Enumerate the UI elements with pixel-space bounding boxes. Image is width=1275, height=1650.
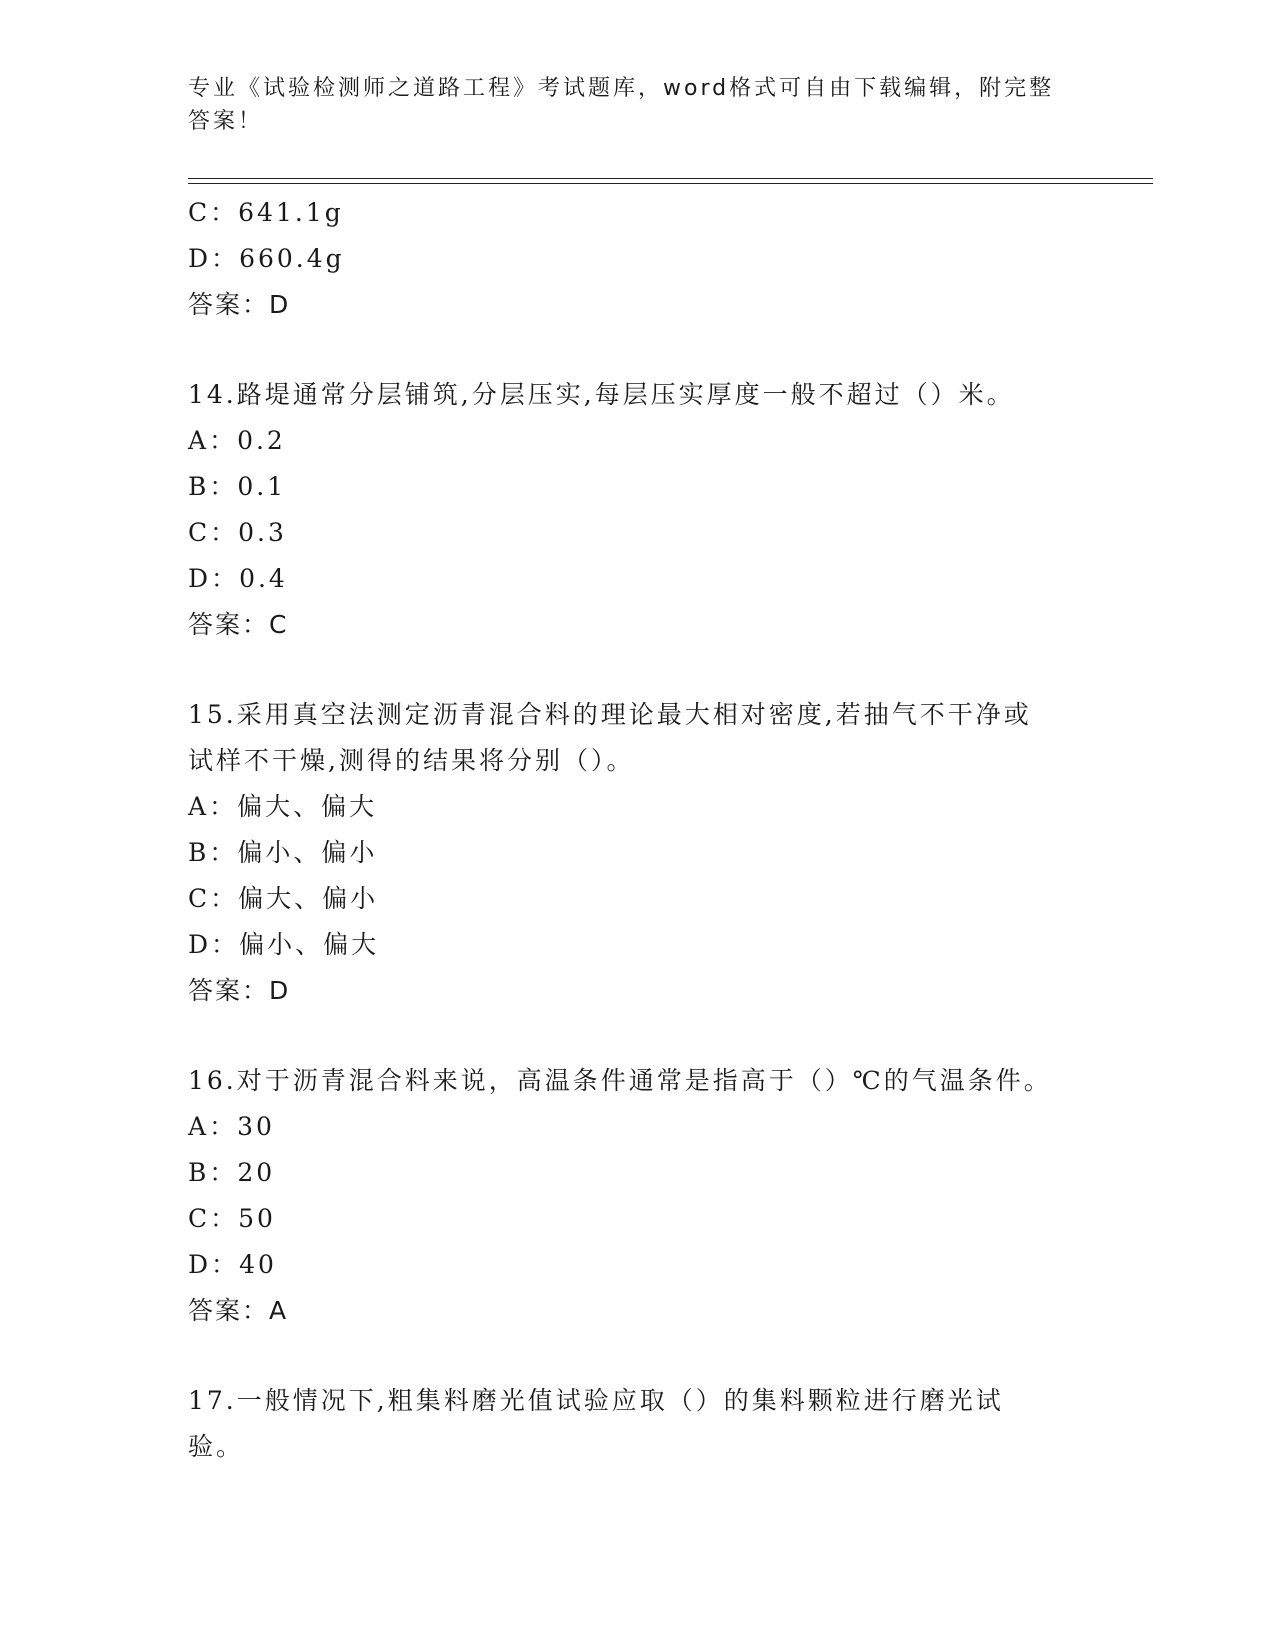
option-d: D：660.4g [188, 244, 345, 273]
answer-line: 答案：A [188, 1296, 289, 1325]
option-b: B：20 [188, 1158, 276, 1187]
question-14-stem: 14.路堤通常分层铺筑,分层压实,每层压实厚度一般不超过（）米。 [188, 380, 1015, 409]
option-d: D：40 [188, 1250, 277, 1279]
question-list [188, 190, 1088, 1470]
option-c: C：0.3 [188, 518, 287, 547]
option-b: B：0.1 [188, 472, 287, 501]
answer-line: 答案：D [188, 976, 291, 1005]
option-a: A：偏大、偏大 [188, 792, 378, 821]
option-c: C：偏大、偏小 [188, 884, 379, 913]
answer-line: 答案：C [188, 610, 289, 639]
question-17-stem: 17.一般情况下,粗集料磨光值试验应取（）的集料颗粒进行磨光试验。 [188, 1386, 1004, 1461]
question-16-stem: 16.对于沥青混合料来说，高温条件通常是指高于（）℃的气温条件。 [188, 1066, 1052, 1095]
option-d: D：0.4 [188, 564, 288, 593]
option-a: A：30 [188, 1112, 275, 1141]
option-b: B：偏小、偏小 [188, 838, 378, 867]
document-header: 专业《试验检测师之道路工程》考试题库，word格式可自由下载编辑，附完整答案！ [188, 76, 1055, 134]
header-divider-top [188, 178, 1153, 179]
option-c: C：641.1g [188, 198, 344, 227]
question-15-stem: 15.采用真空法测定沥青混合料的理论最大相对密度,若抽气不干净或试样不干燥,测得的结果将分别（）。 [188, 700, 1032, 775]
option-c: C：50 [188, 1204, 276, 1233]
option-d: D：偏小、偏大 [188, 930, 380, 959]
header-divider-bottom [188, 183, 1153, 184]
option-a: A：0.2 [188, 426, 286, 455]
answer-line: 答案：D [188, 290, 291, 319]
